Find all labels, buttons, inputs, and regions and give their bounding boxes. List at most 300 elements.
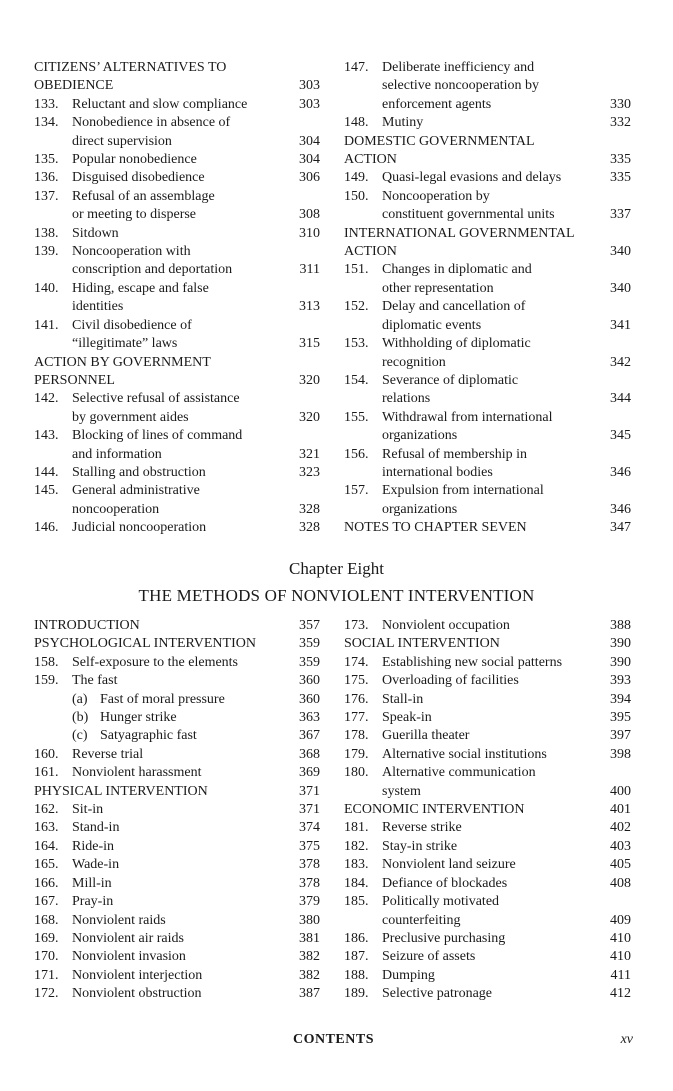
entry-number: 169.	[34, 930, 59, 946]
toc-section-heading	[34, 783, 320, 801]
subentry-label: (b)	[72, 710, 89, 726]
entry-line: Selective refusal of assistance	[72, 391, 240, 407]
entry-title	[34, 169, 320, 187]
entry-line: organizations	[382, 428, 458, 444]
entry-title	[34, 764, 320, 782]
entry-number: 157.	[344, 483, 369, 499]
entry-line: direct supervision	[72, 133, 172, 149]
page-number: 341	[610, 317, 631, 333]
page-number: 410	[610, 930, 631, 946]
entry-title	[344, 225, 631, 262]
page-number: 328	[299, 520, 320, 536]
entry-line: Seizure of assets	[382, 949, 476, 965]
entry-line: Nonviolent harassment	[72, 765, 202, 781]
page-number: 379	[299, 894, 320, 910]
entry-number: 189.	[344, 986, 369, 1002]
toc-entry	[34, 482, 320, 519]
entry-line: Expulsion from international	[382, 483, 544, 499]
toc-entry	[344, 114, 631, 132]
entry-line: Delay and cancellation of	[382, 299, 526, 315]
entry-number: 165.	[34, 857, 59, 873]
entry-line: Dumping	[382, 967, 435, 983]
chapter-subtitle: THE METHODS OF NONVIOLENT INTERVENTION	[138, 586, 535, 605]
entry-line: Stalling and obstruction	[72, 464, 206, 480]
page-number: 409	[610, 912, 631, 928]
entry-number: 171.	[34, 967, 59, 983]
page-number: 412	[610, 986, 631, 1002]
entry-number: 141.	[34, 317, 59, 333]
toc-entry	[34, 96, 320, 114]
entry-number: 177.	[344, 710, 369, 726]
toc-entry	[34, 838, 320, 856]
toc-entry	[344, 856, 631, 874]
entry-title	[344, 709, 631, 727]
entry-title	[34, 114, 320, 151]
page-number: 340	[610, 280, 631, 296]
entry-line: enforcement agents	[382, 96, 492, 112]
toc-entry	[34, 169, 320, 187]
entry-title	[344, 838, 631, 856]
page-number: 375	[299, 838, 320, 854]
entry-line: Sitdown	[72, 225, 119, 241]
page-number: 390	[610, 636, 631, 652]
toc-entry	[34, 672, 320, 690]
page-number: 321	[299, 446, 320, 462]
page-number: 378	[299, 875, 320, 891]
toc-entry	[34, 746, 320, 764]
entry-title	[34, 519, 320, 537]
entry-line: Overloading of facilities	[382, 673, 519, 689]
entry-line: Blocking of lines of command	[72, 428, 243, 444]
page-number: 344	[610, 391, 631, 407]
page-number: 363	[299, 710, 320, 726]
entry-line: SOCIAL INTERVENTION	[344, 636, 500, 652]
entry-title	[34, 464, 320, 482]
page-number: 346	[610, 464, 631, 480]
entry-number: 162.	[34, 802, 59, 818]
page-number: 359	[299, 654, 320, 670]
entry-title	[34, 893, 320, 911]
toc-section-heading	[34, 354, 320, 391]
toc-entry	[34, 464, 320, 482]
toc-entry	[344, 819, 631, 837]
page-number: 411	[610, 967, 631, 983]
entry-title	[344, 875, 631, 893]
entry-number: 138.	[34, 225, 59, 241]
entry-number: 159.	[34, 673, 59, 689]
toc-entry	[344, 672, 631, 690]
entry-number: 140.	[34, 280, 59, 296]
entry-title	[344, 298, 631, 335]
page-number: 306	[299, 170, 320, 186]
entry-line: Mill-in	[72, 875, 112, 891]
entry-title	[34, 617, 320, 635]
entry-number: 148.	[344, 115, 369, 131]
entry-number: 152.	[344, 299, 369, 315]
toc-entry	[34, 948, 320, 966]
entry-number: 135.	[34, 152, 59, 168]
entry-line: Nonviolent occupation	[382, 618, 510, 633]
toc-entry	[34, 188, 320, 225]
entry-line: and information	[72, 446, 162, 462]
toc-entry	[34, 519, 320, 537]
entry-number: 166.	[34, 875, 59, 891]
page-number: 340	[610, 244, 631, 260]
entry-number: 187.	[344, 949, 369, 965]
entry-title	[34, 783, 320, 801]
toc-section-heading	[344, 519, 631, 537]
entry-line: organizations	[382, 501, 458, 517]
toc-entry	[344, 617, 631, 635]
entry-title	[34, 948, 320, 966]
entry-number: 160.	[34, 746, 59, 762]
page-number: 410	[610, 949, 631, 965]
page-number: 360	[299, 691, 320, 707]
entry-number: 136.	[34, 170, 59, 186]
entry-title	[344, 856, 631, 874]
entry-title	[34, 482, 320, 519]
entry-number: 173.	[344, 618, 369, 633]
entry-line: Hiding, escape and false	[72, 280, 209, 296]
entry-number: 184.	[344, 875, 369, 891]
entry-line: OBEDIENCE	[34, 78, 114, 94]
toc-entry	[344, 727, 631, 745]
entry-line: PHYSICAL INTERVENTION	[34, 783, 208, 799]
page-number: 368	[299, 746, 320, 762]
page-number: 346	[610, 501, 631, 517]
entry-line: ACTION BY GOVERNMENT	[34, 354, 211, 370]
entry-title	[34, 243, 320, 280]
entry-line: Withdrawal from international	[382, 409, 553, 425]
entry-title	[344, 59, 631, 114]
toc-entry	[344, 335, 631, 372]
toc-entry	[34, 427, 320, 464]
toc-entry	[34, 875, 320, 893]
entry-line: Alternative social institutions	[382, 746, 547, 762]
entry-title	[34, 691, 320, 709]
entry-number: 161.	[34, 765, 59, 781]
entry-line: Self-exposure to the elements	[72, 654, 239, 670]
entry-line: Judicial noncooperation	[72, 520, 207, 536]
entry-line: Politically motivated	[382, 894, 500, 910]
entry-line: selective noncooperation by	[382, 78, 540, 94]
entry-line: by government aides	[72, 409, 189, 425]
entry-title	[344, 930, 631, 948]
entry-line: ECONOMIC INTERVENTION	[344, 802, 525, 818]
entry-line: PERSONNEL	[34, 372, 115, 388]
page-number: 359	[299, 636, 320, 652]
entry-line: ACTION	[344, 152, 397, 168]
entry-number: 144.	[34, 464, 59, 480]
toc-subentry	[34, 727, 320, 745]
entry-number: 158.	[34, 654, 59, 670]
entry-title	[34, 635, 320, 653]
entry-line: Civil disobedience of	[72, 317, 192, 333]
page-number: 335	[610, 152, 631, 168]
entry-line: “illegitimate” laws	[72, 336, 178, 352]
entry-line: NOTES TO CHAPTER SEVEN	[344, 520, 527, 536]
entry-line: Nonviolent raids	[72, 912, 166, 928]
entry-title	[344, 372, 631, 409]
entry-number: 182.	[344, 838, 369, 854]
entry-line: Stall-in	[382, 691, 424, 707]
entry-title	[34, 59, 320, 96]
entry-line: Guerilla theater	[382, 728, 470, 744]
subentry-label: (a)	[72, 691, 88, 707]
entry-line: Stay-in strike	[382, 838, 458, 854]
entry-title	[344, 746, 631, 764]
page-number: 342	[610, 354, 631, 370]
entry-title	[344, 948, 631, 966]
entry-line: Changes in diplomatic and	[382, 262, 532, 278]
entry-number: 147.	[344, 60, 369, 75]
toc-entry	[344, 261, 631, 298]
entry-line: diplomatic events	[382, 317, 482, 333]
entry-title	[344, 727, 631, 745]
page-number: 310	[299, 225, 320, 241]
entry-number: 134.	[34, 115, 59, 131]
entry-title	[344, 409, 631, 446]
toc-entry	[344, 409, 631, 446]
entry-line: Nonobedience in absence of	[72, 115, 231, 131]
entry-line: Quasi-legal evasions and delays	[382, 170, 562, 186]
entry-number: 180.	[344, 765, 369, 781]
entry-line: Alternative communication	[382, 765, 536, 781]
entry-number: 156.	[344, 446, 369, 462]
entry-title	[344, 967, 631, 985]
entry-line: Establishing new social patterns	[382, 654, 563, 670]
entry-line: Ride-in	[72, 838, 114, 854]
page-number: 381	[299, 930, 320, 946]
page-number: 304	[299, 133, 320, 149]
page-number: 315	[299, 336, 320, 352]
entry-line: PSYCHOLOGICAL INTERVENTION	[34, 636, 256, 652]
entry-line: Disguised disobedience	[72, 170, 205, 186]
toc-entry	[34, 317, 320, 354]
page-number: 402	[610, 820, 631, 836]
entry-line: other representation	[382, 280, 494, 296]
entry-title	[34, 225, 320, 243]
entry-number: 174.	[344, 654, 369, 670]
entry-title	[34, 317, 320, 354]
entry-title	[344, 169, 631, 187]
page-number: 360	[299, 673, 320, 689]
toc-entry	[344, 967, 631, 985]
entry-number: 172.	[34, 986, 59, 1002]
toc-entry	[34, 801, 320, 819]
entry-number: 139.	[34, 244, 59, 260]
entry-title	[34, 930, 320, 948]
entry-line: Sit-in	[72, 802, 104, 818]
entry-line: CITIZENS’ ALTERNATIVES TO	[34, 60, 227, 75]
entry-title	[34, 151, 320, 169]
entry-number: 133.	[34, 96, 59, 112]
toc-section-heading	[34, 635, 320, 653]
entry-number: 186.	[344, 930, 369, 946]
entry-number: 151.	[344, 262, 369, 278]
toc-entry	[34, 967, 320, 985]
entry-title	[344, 672, 631, 690]
entry-line: noncooperation	[72, 501, 160, 517]
entry-number: 181.	[344, 820, 369, 836]
toc-entry	[34, 654, 320, 672]
entry-line: Nonviolent obstruction	[72, 986, 202, 1002]
page-number: 403	[610, 838, 631, 854]
toc-entry	[344, 764, 631, 801]
entry-line: Defiance of blockades	[382, 875, 508, 891]
toc-entry	[34, 114, 320, 151]
entry-number: 163.	[34, 820, 59, 836]
entry-line: Reverse trial	[72, 746, 144, 762]
entry-line: INTRODUCTION	[34, 618, 140, 633]
toc-entry	[344, 746, 631, 764]
entry-number: 143.	[34, 428, 59, 444]
entry-number: 145.	[34, 483, 59, 499]
entry-line: Wade-in	[72, 857, 120, 873]
toc-entry	[34, 243, 320, 280]
toc-entry	[344, 948, 631, 966]
page-number: 390	[610, 654, 631, 670]
toc-entry	[344, 985, 631, 1003]
entry-title	[34, 427, 320, 464]
page-number: 405	[610, 857, 631, 873]
entry-title	[344, 188, 631, 225]
entry-line: Nonviolent invasion	[72, 949, 186, 965]
page-number: 320	[299, 372, 320, 388]
entry-title	[34, 354, 320, 391]
entry-title	[344, 801, 631, 819]
entry-title	[34, 280, 320, 317]
entry-title	[344, 617, 631, 635]
entry-title	[344, 261, 631, 298]
entry-line: relations	[382, 391, 431, 407]
entry-line: conscription and deportation	[72, 262, 233, 278]
page-number: 401	[610, 802, 631, 818]
toc-subentry	[34, 709, 320, 727]
entry-line: recognition	[382, 354, 446, 370]
toc-column-top-left	[34, 59, 320, 538]
entry-line: Refusal of an assemblage	[72, 188, 215, 204]
toc-entry	[344, 709, 631, 727]
entry-title	[344, 482, 631, 519]
toc-entry	[344, 372, 631, 409]
entry-title	[34, 709, 320, 727]
toc-entry	[34, 912, 320, 930]
entry-number: 137.	[34, 188, 59, 204]
toc-entry	[344, 838, 631, 856]
entry-line: or meeting to disperse	[72, 207, 197, 223]
entry-line: General administrative	[72, 483, 200, 499]
entry-line: INTERNATIONAL GOVERNMENTAL	[344, 225, 575, 241]
entry-line: Selective patronage	[382, 986, 493, 1002]
entry-line: system	[382, 783, 421, 799]
entry-number: 170.	[34, 949, 59, 965]
entry-line: Reverse strike	[382, 820, 462, 836]
entry-title	[344, 114, 631, 132]
page-number: 345	[610, 428, 631, 444]
entry-title	[34, 654, 320, 672]
entry-number: 164.	[34, 838, 59, 854]
entry-title	[34, 188, 320, 225]
entry-line: Nonviolent land seizure	[382, 857, 516, 873]
entry-line: Refusal of membership in	[382, 446, 528, 462]
entry-title	[344, 635, 631, 653]
page-folio: xv	[620, 1032, 633, 1047]
page-number: 382	[299, 967, 320, 983]
toc-entry	[344, 188, 631, 225]
entry-number: 168.	[34, 912, 59, 928]
entry-title	[344, 335, 631, 372]
subentry-label: (c)	[72, 728, 88, 744]
entry-line: Hunger strike	[100, 710, 177, 726]
entry-number: 146.	[34, 520, 59, 536]
toc-section-heading	[344, 635, 631, 653]
page-number: 303	[299, 96, 320, 112]
entry-title	[344, 764, 631, 801]
chapter-title: Chapter Eight	[289, 559, 384, 578]
toc-entry	[344, 875, 631, 893]
toc-section-heading	[344, 801, 631, 819]
entry-number: 183.	[344, 857, 369, 873]
entry-title	[344, 691, 631, 709]
entry-title	[344, 519, 631, 537]
page-number: 304	[299, 152, 320, 168]
entry-line: Reluctant and slow compliance	[72, 96, 248, 112]
entry-title	[344, 446, 631, 483]
toc-column-top-right	[344, 59, 631, 538]
entry-line: Pray-in	[72, 894, 114, 910]
entry-number: 185.	[344, 894, 369, 910]
toc-entry	[344, 169, 631, 187]
toc-entry	[344, 482, 631, 519]
entry-line: DOMESTIC GOVERNMENTAL	[344, 133, 535, 149]
page-number: 397	[610, 728, 631, 744]
page-number: 369	[299, 765, 320, 781]
page-number: 378	[299, 857, 320, 873]
page-number: 328	[299, 501, 320, 517]
entry-line: Speak-in	[382, 710, 432, 726]
entry-title	[34, 96, 320, 114]
toc-entry	[34, 930, 320, 948]
page-number: 330	[610, 96, 631, 112]
entry-line: Withholding of diplomatic	[382, 336, 531, 352]
running-head: CONTENTS	[292, 1032, 375, 1047]
entry-line: ACTION	[344, 244, 397, 260]
page-number: 313	[299, 299, 320, 315]
entry-line: Preclusive purchasing	[382, 930, 506, 946]
entry-title	[34, 838, 320, 856]
page-number: 371	[299, 783, 320, 799]
toc-entry	[344, 59, 631, 114]
toc-entry	[344, 298, 631, 335]
toc-entry	[34, 390, 320, 427]
entry-line: Satyagraphic fast	[100, 728, 197, 744]
page-number: 303	[299, 78, 320, 94]
entry-number: 175.	[344, 673, 369, 689]
entry-title	[34, 801, 320, 819]
entry-line: The fast	[72, 673, 118, 689]
entry-line: Mutiny	[382, 115, 424, 131]
page-number: 394	[610, 691, 631, 707]
entry-line: Noncooperation with	[72, 244, 191, 260]
entry-title	[34, 672, 320, 690]
entry-title	[34, 856, 320, 874]
entry-title	[34, 390, 320, 427]
entry-number: 167.	[34, 894, 59, 910]
toc-entry	[344, 654, 631, 672]
entry-number: 153.	[344, 336, 369, 352]
toc-entry	[34, 819, 320, 837]
